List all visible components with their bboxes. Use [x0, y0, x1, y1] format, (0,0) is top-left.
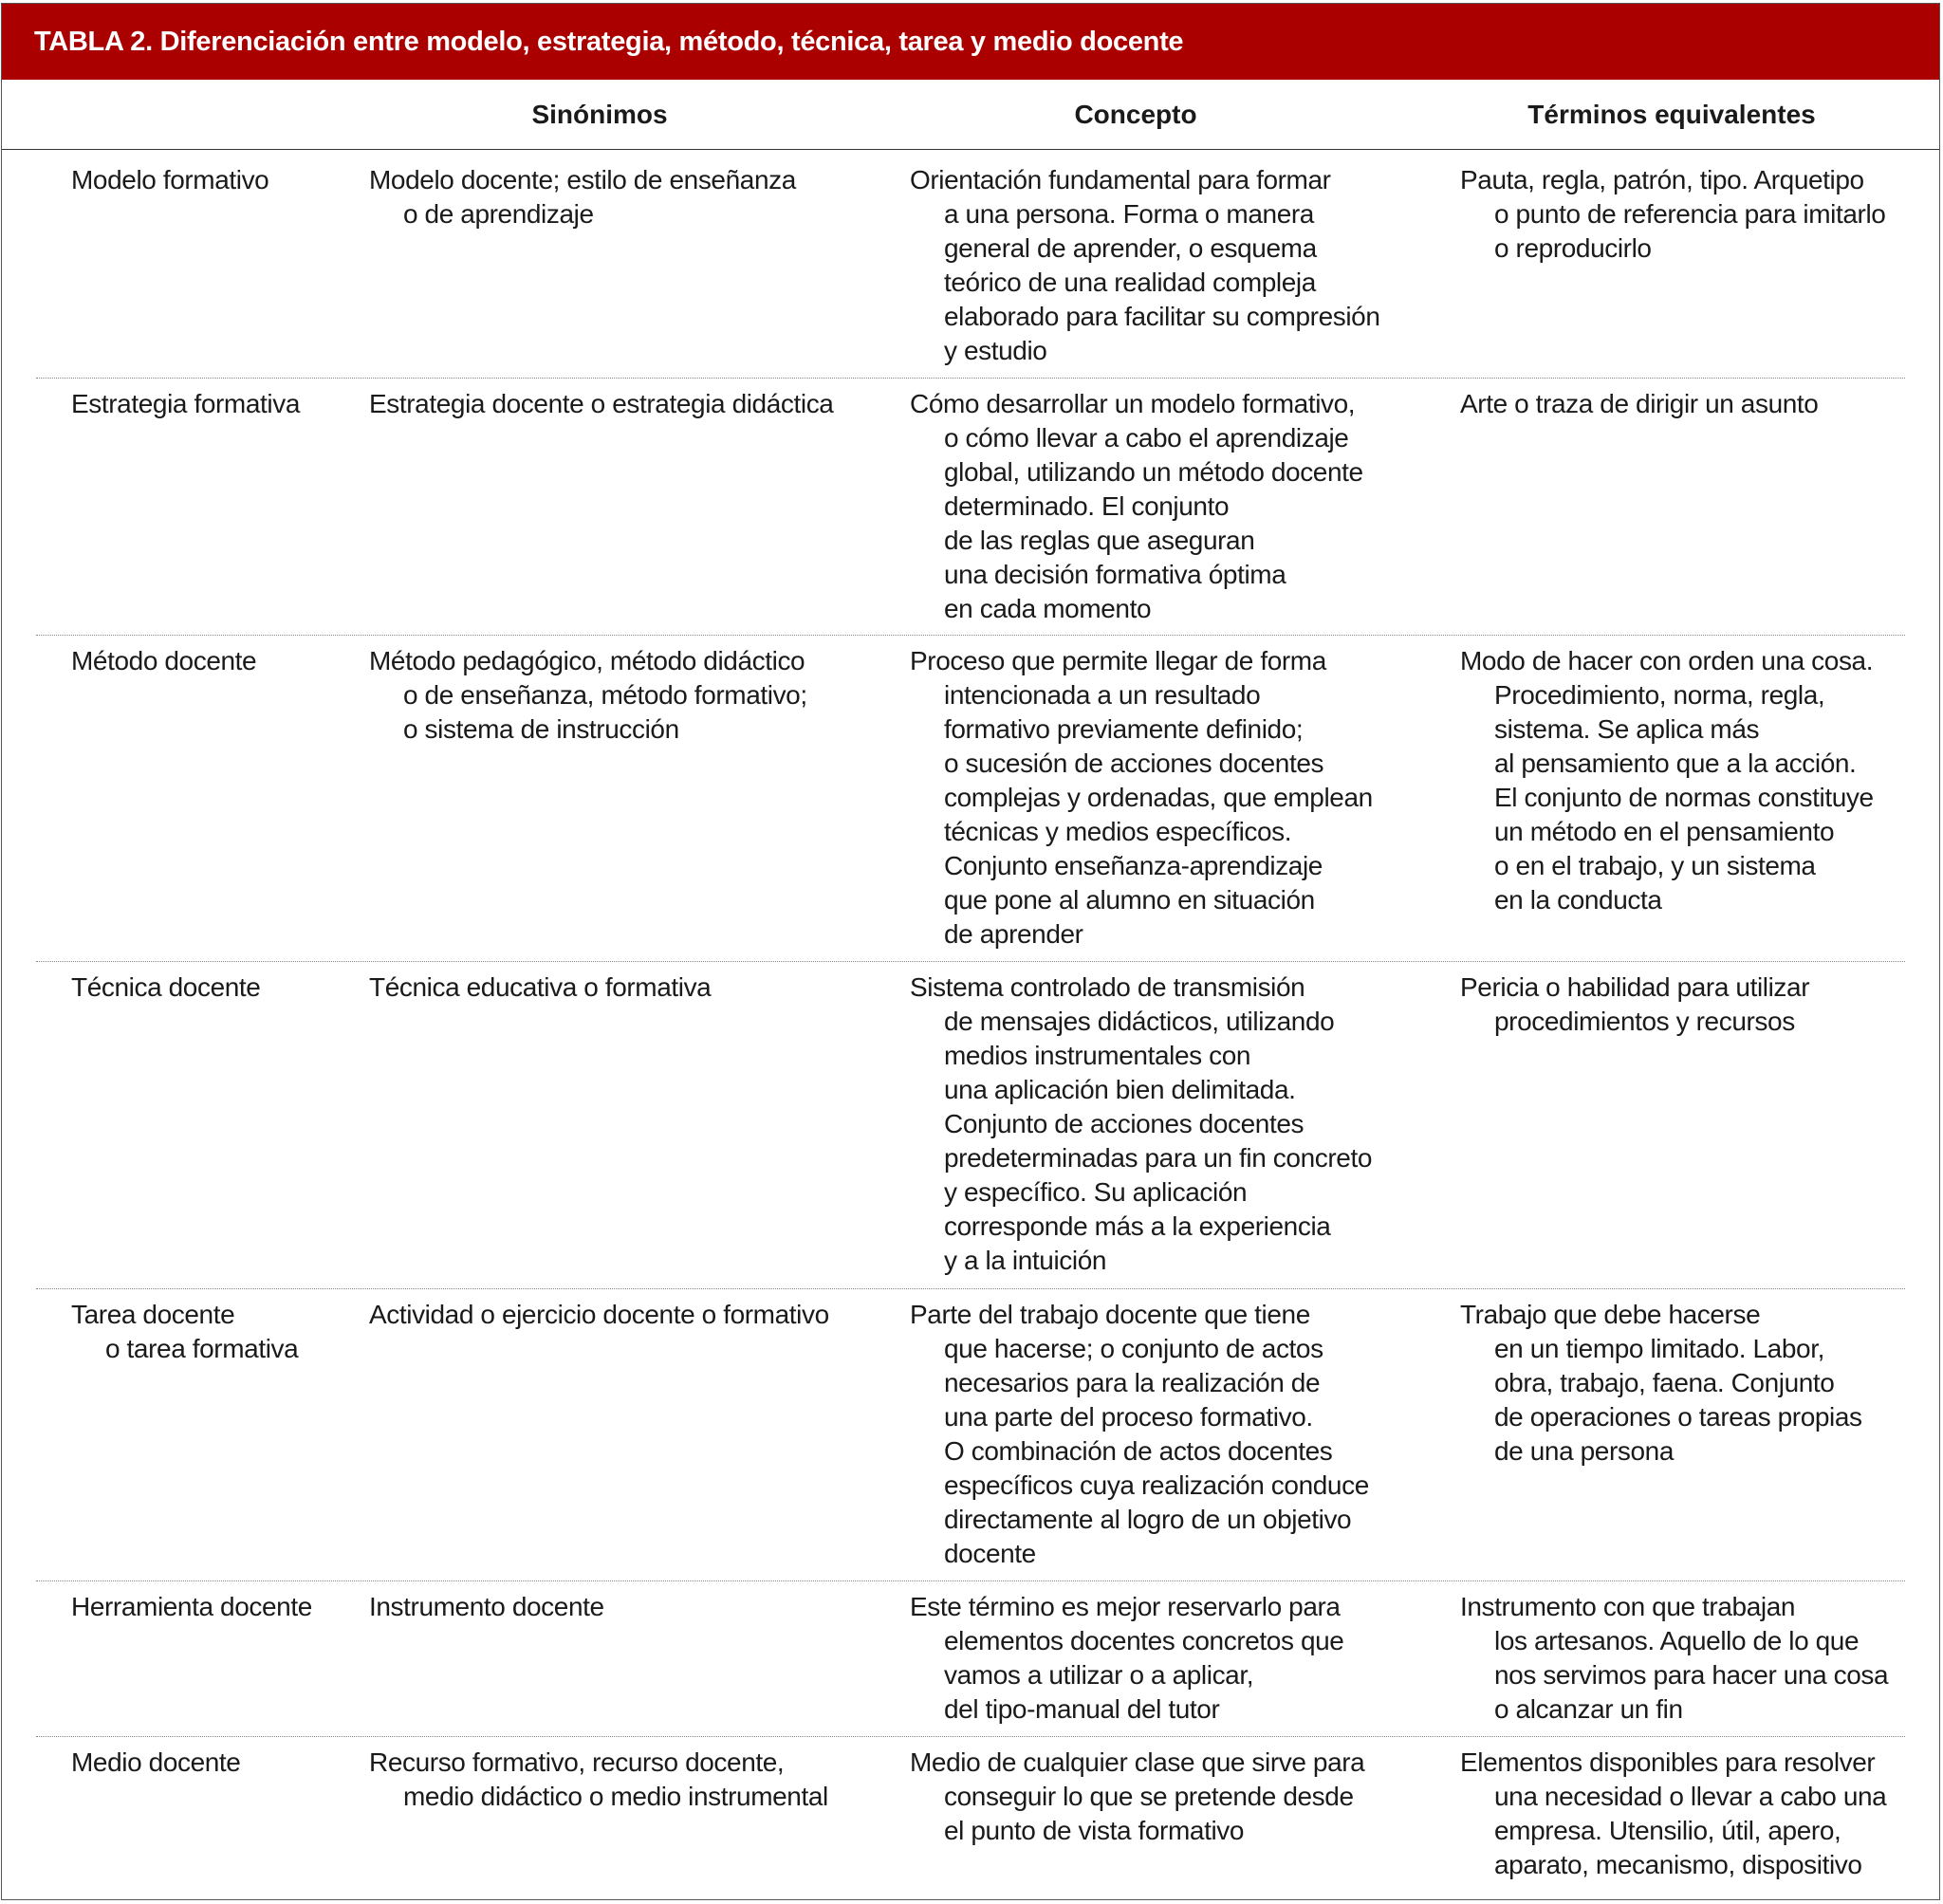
- column-header-terminos: Términos equivalentes: [1527, 100, 1816, 129]
- cell-equivalentes: Elementos disponibles para resolver una necesidad o llevar a cabo una empresa. Utensilio, útil, apero, aparato, mecanismo, dispositivo: [1460, 1747, 1887, 1879]
- cell-equivalentes: Arte o traza de dirigir un asunto: [1460, 389, 1819, 418]
- cell-term: Método docente: [71, 646, 257, 675]
- cell-sinonimos: Técnica educativa o formativa: [369, 972, 712, 1002]
- cell-equivalentes: Pauta, regla, patrón, tipo. Arquetipo o punto de referencia para imitarlo o reproducirlo: [1460, 165, 1886, 263]
- column-header-row: [2, 80, 1939, 150]
- cell-concepto: Este término es mejor reservarlo para elementos docentes concretos que vamos a utilizar o a aplicar, del tipo-manual del tutor: [910, 1592, 1344, 1724]
- cell-equivalentes: Trabajo que debe hacerse en un tiempo limitado. Labor, obra, trabajo, faena. Conjunto de operaciones o tareas propias de una persona: [1460, 1300, 1862, 1466]
- column-header-concepto: Concepto: [1074, 100, 1197, 129]
- cell-term: Medio docente: [71, 1747, 241, 1777]
- cell-term: Tarea docente o tarea formativa: [71, 1300, 299, 1363]
- cell-concepto: Orientación fundamental para formar a una persona. Forma o manera general de aprender, o esquema teórico de una realidad compleja elaborado para facilitar su compresión y estudio: [910, 165, 1380, 365]
- column-header-sinonimos: Sinónimos: [531, 100, 668, 129]
- cell-sinonimos: Recurso formativo, recurso docente, medio didáctico o medio instrumental: [369, 1747, 828, 1811]
- cell-term: Modelo formativo: [71, 165, 269, 194]
- cell-term: Estrategia formativa: [71, 389, 300, 418]
- cell-concepto: Sistema controlado de transmisión de mensajes didácticos, utilizando medios instrumentales con una aplicación bien delimitada. Conjunto de acciones docentes predeterminadas para un fin concreto y específico. Su aplicación corresponde más a la experiencia y a la intuición: [910, 972, 1372, 1275]
- cell-equivalentes: Instrumento con que trabajan los artesanos. Aquello de lo que nos servimos para hacer una cosa o alcanzar un fin: [1460, 1592, 1889, 1724]
- cell-concepto: Parte del trabajo docente que tiene que hacerse; o conjunto de actos necesarios para la realización de una parte del proceso formativo. O combinación de actos docentes específicos cuya realización conduce directamente al logro de un objetivo docente: [910, 1300, 1369, 1568]
- cell-concepto: Medio de cualquier clase que sirve para conseguir lo que se pretende desde el punto de vista formativo: [910, 1747, 1365, 1845]
- table-title: TABLA 2. Diferenciación entre modelo, estrategia, método, técnica, tarea y medio docente: [2, 4, 1939, 80]
- cell-sinonimos: Instrumento docente: [369, 1592, 604, 1621]
- cell-equivalentes: Pericia o habilidad para utilizar procedimientos y recursos: [1460, 972, 1810, 1036]
- table-frame: [1, 3, 1940, 1900]
- cell-term: Herramienta docente: [71, 1592, 312, 1621]
- cell-sinonimos: Estrategia docente o estrategia didáctica: [369, 389, 834, 418]
- cell-sinonimos: Actividad o ejercicio docente o formativo: [369, 1300, 829, 1329]
- cell-sinonimos: Método pedagógico, método didáctico o de enseñanza, método formativo; o sistema de instrucción: [369, 646, 807, 744]
- cell-sinonimos: Modelo docente; estilo de enseñanza o de aprendizaje: [369, 165, 796, 229]
- cell-equivalentes: Modo de hacer con orden una cosa. Procedimiento, norma, regla, sistema. Se aplica más al pensamiento que a la acción. El conjunto de normas constituye un método en el pensamiento o en el trabajo, y un sistema en la conducta: [1460, 646, 1874, 915]
- cell-term: Técnica docente: [71, 972, 261, 1002]
- cell-concepto: Cómo desarrollar un modelo formativo, o cómo llevar a cabo el aprendizaje global, utilizando un método docente determinado. El conjunto de las reglas que aseguran una decisión formativa óptima en cada momento: [910, 389, 1363, 623]
- cell-concepto: Proceso que permite llegar de forma intencionada a un resultado formativo previamente definido; o sucesión de acciones docentes complejas y ordenadas, que emplean técnicas y medios específicos. Conjunto enseñanza-aprendizaje que pone al alumno en situación de aprender: [910, 646, 1373, 949]
